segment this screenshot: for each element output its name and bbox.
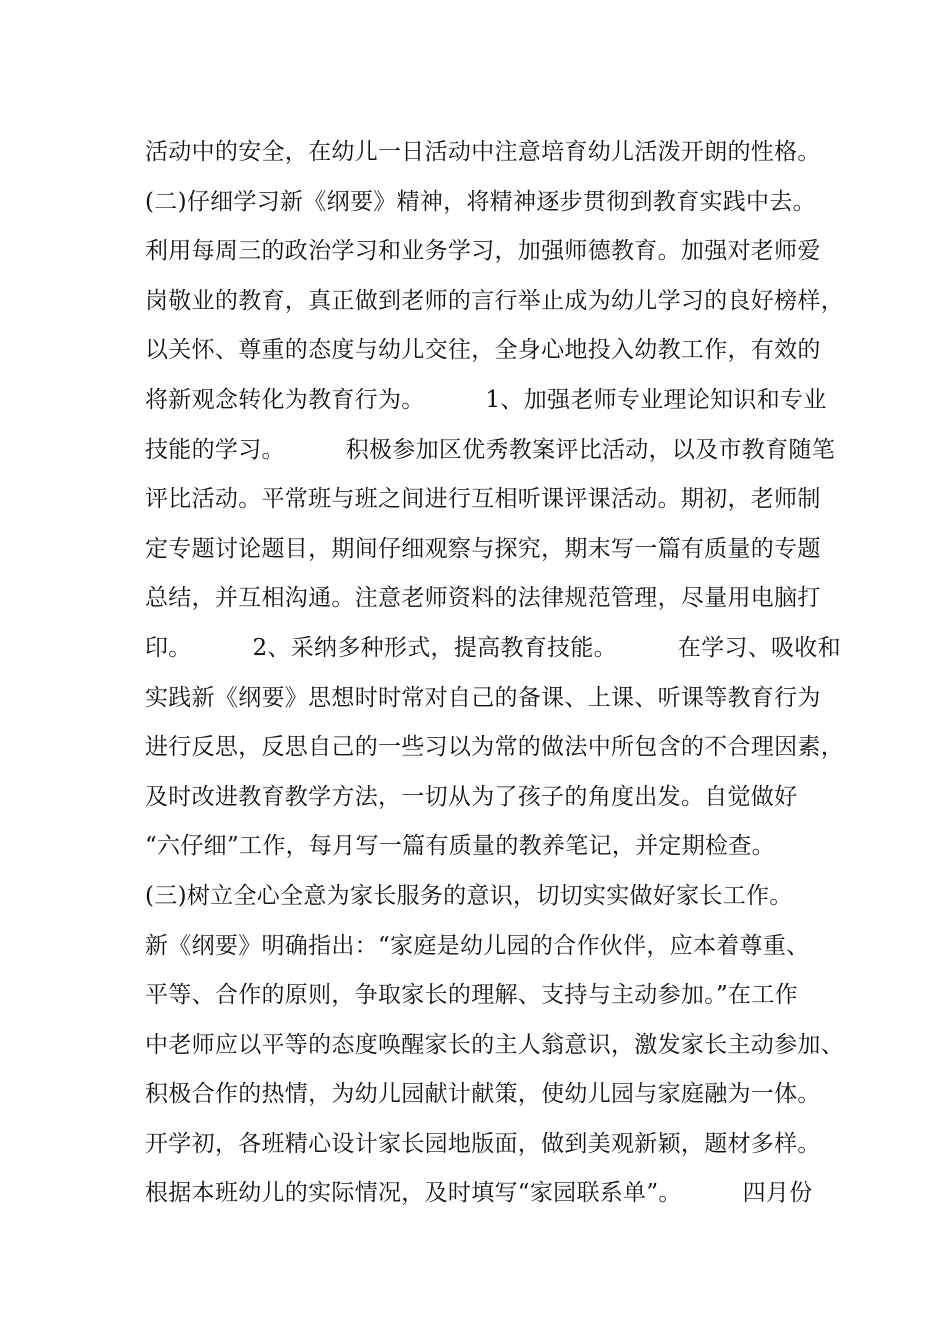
text-line-9: 定专题讨论题目，期间仔细观察与探究，期末写一篇有质量的专题: [145, 535, 821, 562]
text-line-17: 新《纲要》明确指出：“家庭是幼儿园的合作伙伴，应本着尊重、: [145, 932, 810, 959]
text-line-8: 评比活动。平常班与班之间进行互相听课评课活动。期初，老师制: [145, 486, 821, 513]
text-line-4: 岗敬业的教育，真正做到老师的言行举止成为幼儿学习的良好榜样，: [145, 287, 844, 314]
text-line-18: 平等、合作的原则，争取家长的理解、支持与主动参加。”在工作: [145, 982, 798, 1009]
text-line-14: 及时改进教育教学方法，一切从为了孩子的角度出发。自觉做好: [145, 783, 798, 810]
text-line-20: 积极合作的热情，为幼儿园献计献策，使幼儿园与家庭融为一体。: [145, 1081, 821, 1108]
text-line-15: “六仔细”工作，每月写一篇有质量的教养笔记，并定期检查。: [145, 833, 775, 860]
text-line-7: 技能的学习。 积极参加区优秀教案评比活动，以及市教育随笔: [145, 436, 835, 463]
text-line-6: 将新观念转化为教育行为。 1、加强老师专业理论知识和专业: [145, 386, 827, 413]
text-line-13: 进行反思，反思自己的一些习以为常的做法中所包含的不合理因素，: [145, 734, 844, 761]
text-line-19: 中老师应以平等的态度唤醒家长的主人翁意识，激发家长主动参加、: [145, 1031, 844, 1058]
text-line-11: 印。 2、采纳多种形式，提高教育技能。 在学习、吸收和: [145, 634, 841, 661]
text-line-21: 开学初，各班精心设计家长园地版面，做到美观新颖，题材多样。: [145, 1130, 821, 1157]
text-line-10: 总结，并互相沟通。注意老师资料的法律规范管理，尽量用电脑打: [145, 585, 821, 612]
text-line-5: 以关怀、尊重的态度与幼儿交往，全身心地投入幼教工作，有效的: [145, 337, 821, 364]
text-line-1: 活动中的安全，在幼儿一日活动中注意培育幼儿活泼开朗的性格。: [145, 139, 821, 165]
text-line-12: 实践新《纲要》思想时时常对自己的备课、上课、听课等教育行为: [145, 684, 821, 711]
body-text: [145, 128, 845, 1219]
text-line-3: 利用每周三的政治学习和业务学习，加强师德教育。加强对老师爱: [145, 238, 821, 265]
text-line-16: (三)树立全心全意为家长服务的意识，切切实实做好家长工作。: [145, 882, 793, 909]
text-line-22: 根据本班幼儿的实际情况，及时填写“家园联系单”。 四月份: [145, 1180, 813, 1207]
text-line-2: (二)仔细学习新《纲要》精神，将精神逐步贯彻到教育实践中去。: [145, 188, 816, 215]
